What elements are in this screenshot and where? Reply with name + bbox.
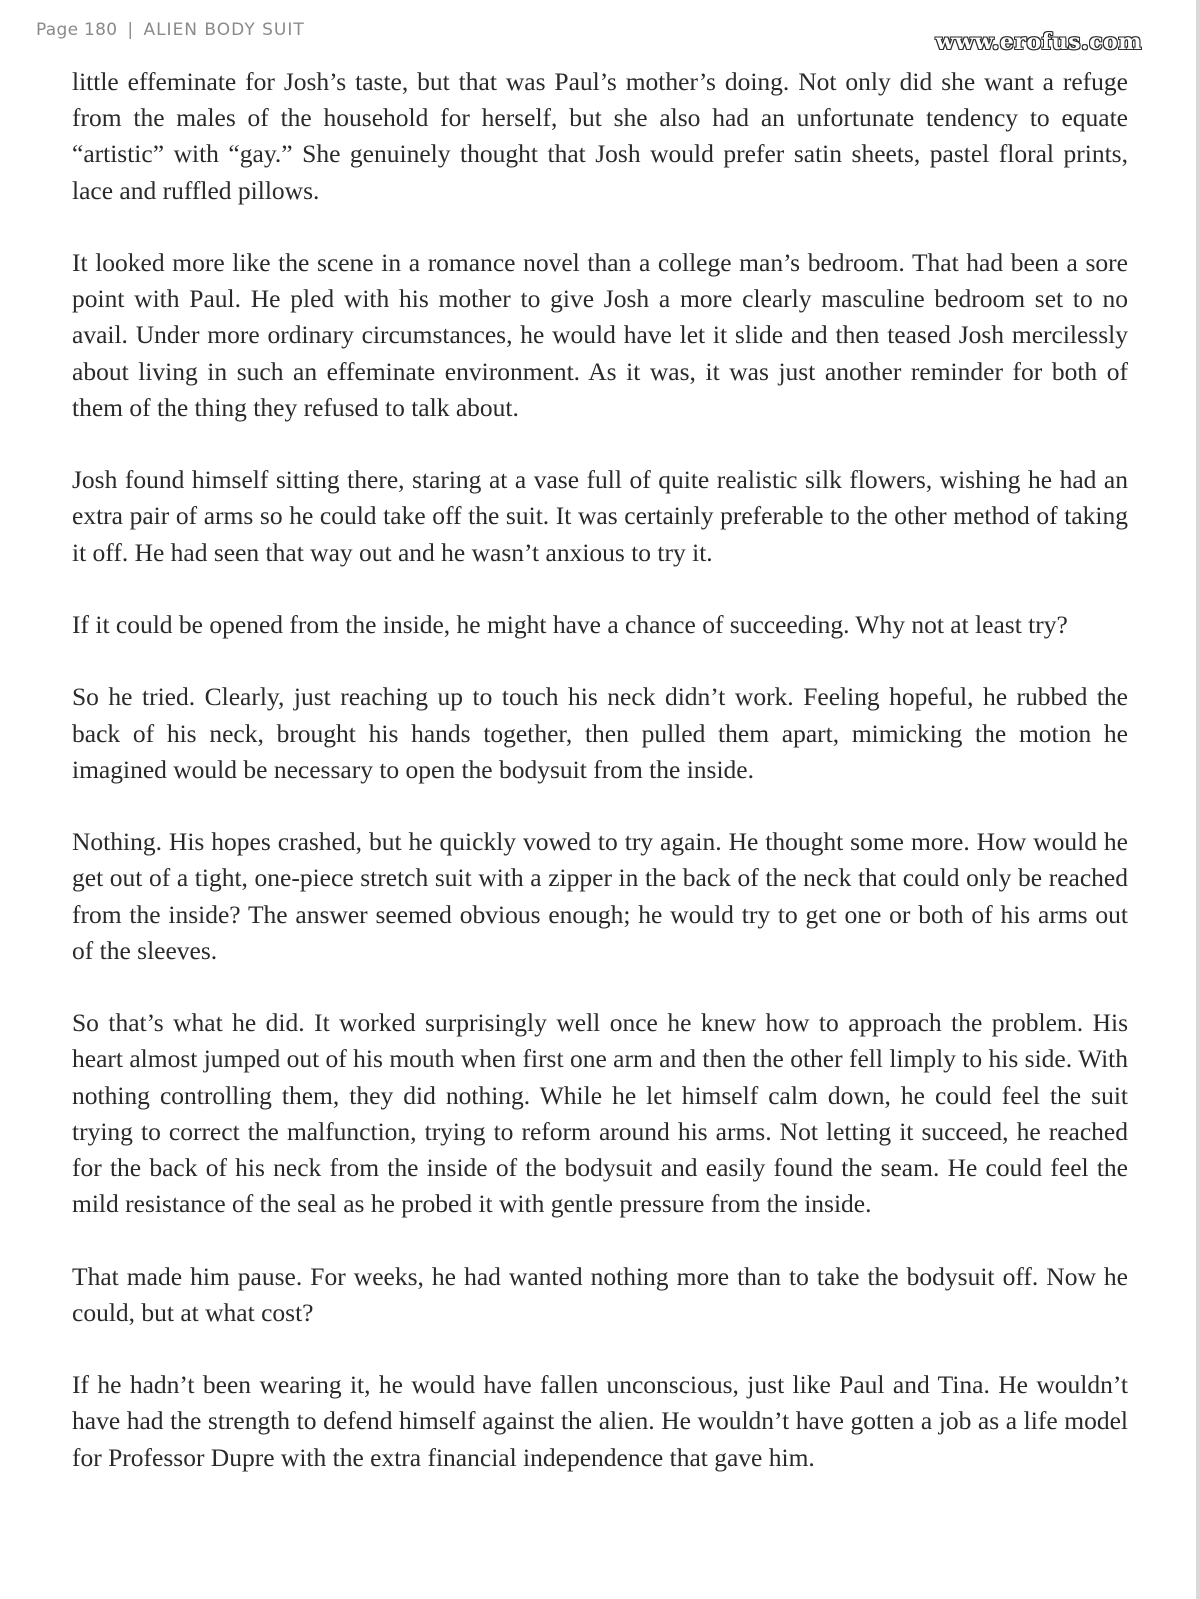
paragraph-4: If it could be opened from the inside, he might have a chance of succeeding. Why not at least try? xyxy=(72,610,1068,639)
paragraph-1: little effeminate for Josh’s taste, but that was Paul’s mother’s doing. Not only did she want a refuge from the males of the household for herself, but she also had an unfortunate tendency to equate “artistic” with “gay.” She genuinely thought that Josh would prefer satin sheets, pastel floral prints, lace and ruffled pillows. xyxy=(72,67,1128,205)
paragraph-7: So that’s what he did. It worked surprisingly well once he knew how to approach the problem. His heart almost jumped out of his mouth when first one arm and then the other fell limply to his side. With nothing controlling them, they did nothing. While he let himself calm down, he could feel the suit trying to correct the malfunction, trying to reform around his arms. Not letting it succeed, he reached for the back of his neck from the inside of the bodysuit and easily found the seam. He could feel the mild resistance of the seal as he probed it with gentle pressure from the inside. xyxy=(72,1008,1128,1219)
body-text xyxy=(72,64,1128,1512)
site-watermark: www.erofus.com xyxy=(935,29,1142,55)
paragraph-2: It looked more like the scene in a romance novel than a college man’s bedroom. That had been a sore point with Paul. He pled with his mother to give Josh a more clearly masculine bedroom set to no avail. Under more ordinary circumstances, he would have let it slide and then teased Josh mercilessly about living in such an effeminate environment. As it was, it was just another reminder for both of them of the thing they refused to talk about. xyxy=(72,248,1128,422)
header-separator: | xyxy=(127,20,134,40)
paragraph-5: So he tried. Clearly, just reaching up to touch his neck didn’t work. Feeling hopeful, he rubbed the back of his neck, brought his hands together, then pulled them apart, mimicking the motion he imagined would be necessary to open the bodysuit from the inside. xyxy=(72,682,1128,784)
paragraph-6: Nothing. His hopes crashed, but he quickly vowed to try again. He thought some more. How would he get out of a tight, one-piece stretch suit with a zipper in the back of the neck that could only be reached from the inside? The answer seemed obvious enough; he would try to get one or both of his arms out of the sleeves. xyxy=(72,827,1128,965)
paragraph-3: Josh found himself sitting there, staring at a vase full of quite realistic silk flowers, wishing he had an extra pair of arms so he could take off the suit. It was certainly preferable to the other method of taking it off. He had seen that way out and he wasn’t anxious to try it. xyxy=(72,465,1128,567)
paragraph-8: That made him pause. For weeks, he had wanted nothing more than to take the bodysuit off. Now he could, but at what cost? xyxy=(72,1261,1128,1327)
page-number: Page 180 xyxy=(36,20,118,40)
paragraph-9: If he hadn’t been wearing it, he would have fallen unconscious, just like Paul and Tina. He wouldn’t have had the strength to defend himself against the alien. He wouldn’t have gotten a job as a life model for Professor Dupre with the extra financial independence that gave him. xyxy=(72,1370,1128,1472)
book-title: ALIEN BODY SUIT xyxy=(143,20,305,40)
running-header xyxy=(36,20,305,40)
page-edge-divider xyxy=(1196,0,1200,1599)
